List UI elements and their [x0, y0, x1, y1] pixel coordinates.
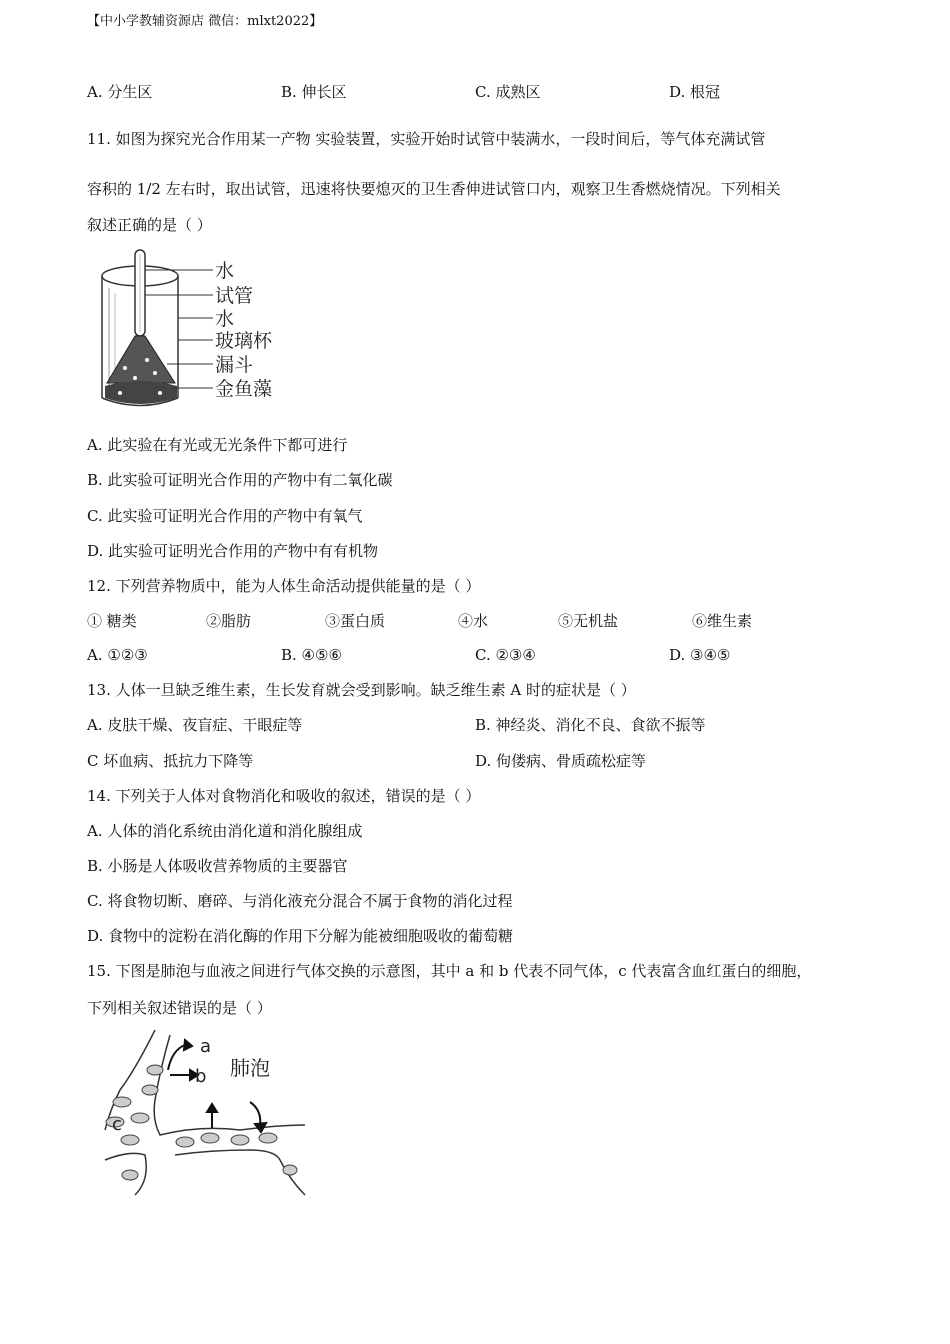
q11-option-a[interactable]: A. 此实验在有光或无光条件下都可进行 — [87, 436, 348, 454]
q15-stem-line2: 下列相关叙述错误的是（ ） — [87, 999, 272, 1017]
q12-item-6: ⑥维生素 — [692, 612, 753, 630]
q11-stem-line1: 11. 如图为探究光合作用某一产物 实验装置，实验开始时试管中装满水，一段时间后，等气体充满试管 — [87, 130, 766, 148]
test-tube-icon — [135, 250, 145, 336]
q12-option-b[interactable]: B. ④⑤⑥ — [281, 646, 342, 664]
q10-option-a[interactable]: A. 分生区 — [87, 83, 153, 101]
q12-stem: 12. 下列营养物质中，能为人体生命活动提供能量的是（ ） — [87, 577, 481, 595]
q12-item-2: ②脂肪 — [206, 612, 252, 630]
q10-option-c[interactable]: C. 成熟区 — [475, 83, 541, 101]
label-water: 水 — [215, 308, 235, 330]
label-alveolus: 肺泡 — [230, 1056, 270, 1080]
q14-option-c[interactable]: C. 将食物切断、磨碎、与消化液充分混合不属于食物的消化过程 — [87, 892, 513, 910]
q12-item-4: ④水 — [458, 612, 489, 630]
label-funnel: 漏斗 — [215, 354, 254, 376]
q11-option-d[interactable]: D. 此实验可证明光合作用的产物中有有机物 — [87, 542, 379, 560]
q13-option-b[interactable]: B. 神经炎、消化不良、食欲不振等 — [475, 716, 706, 734]
label-cell-c: c — [112, 1114, 122, 1135]
q14-option-d[interactable]: D. 食物中的淀粉在消化酶的作用下分解为能被细胞吸收的葡萄糖 — [87, 927, 514, 945]
q12-item-1: ① 糖类 — [87, 612, 137, 630]
q11-option-c[interactable]: C. 此实验可证明光合作用的产物中有氧气 — [87, 507, 363, 525]
q12-item-3: ③蛋白质 — [325, 612, 386, 630]
q12-option-c[interactable]: C. ②③④ — [475, 646, 536, 664]
label-gas-b: b — [195, 1066, 207, 1087]
gas-exchange-arrow-icon — [168, 1040, 266, 1132]
funnel-pondweed-icon — [105, 336, 177, 404]
q13-stem: 13. 人体一旦缺乏维生素，生长发育就会受到影响。缺乏维生素 A 时的症状是（ ） — [87, 681, 636, 699]
q14-option-a[interactable]: A. 人体的消化系统由消化道和消化腺组成 — [87, 822, 363, 840]
q12-item-5: ⑤无机盐 — [558, 612, 619, 630]
q14-stem: 14. 下列关于人体对食物消化和吸收的叙述，错误的是（ ） — [87, 787, 481, 805]
label-glass-beaker: 玻璃杯 — [215, 330, 273, 352]
q11-stem-line2: 容积的 1/2 左右时，取出试管，迅速将快要熄灭的卫生香伸进试管口内，观察卫生香燃烧情况。下列相关 — [87, 180, 781, 198]
q11-option-b[interactable]: B. 此实验可证明光合作用的产物中有二氧化碳 — [87, 471, 393, 489]
q13-option-d[interactable]: D. 佝偻病、骨质疏松症等 — [475, 752, 647, 770]
q15-stem-line1: 15. 下图是肺泡与血液之间进行气体交换的示意图，其中 a 和 b 代表不同气体，c 代表富含血红蛋白的细胞， — [87, 962, 812, 980]
label-gas-a: a — [200, 1036, 212, 1057]
q10-option-b[interactable]: B. 伸长区 — [281, 83, 347, 101]
q12-option-d[interactable]: D. ③④⑤ — [669, 646, 731, 664]
q13-option-c[interactable]: C 坏血病、抵抗力下降等 — [87, 752, 254, 770]
label-water-top: 水 — [215, 260, 235, 282]
q15-alveolus-figure — [100, 1030, 310, 1200]
label-test-tube: 试管 — [215, 285, 254, 307]
q12-option-a[interactable]: A. ①②③ — [87, 646, 148, 664]
q13-option-a[interactable]: A. 皮肤干燥、夜盲症、干眼症等 — [87, 716, 303, 734]
q10-option-d[interactable]: D. 根冠 — [669, 83, 721, 101]
page-header: 【中小学教辅资源店 微信：mlxt2022】 — [87, 14, 323, 29]
q11-apparatus-figure — [95, 248, 295, 413]
q14-option-b[interactable]: B. 小肠是人体吸收营养物质的主要器官 — [87, 857, 348, 875]
label-pondweed: 金鱼藻 — [215, 378, 273, 400]
q11-stem-line3: 叙述正确的是（ ） — [87, 216, 212, 234]
